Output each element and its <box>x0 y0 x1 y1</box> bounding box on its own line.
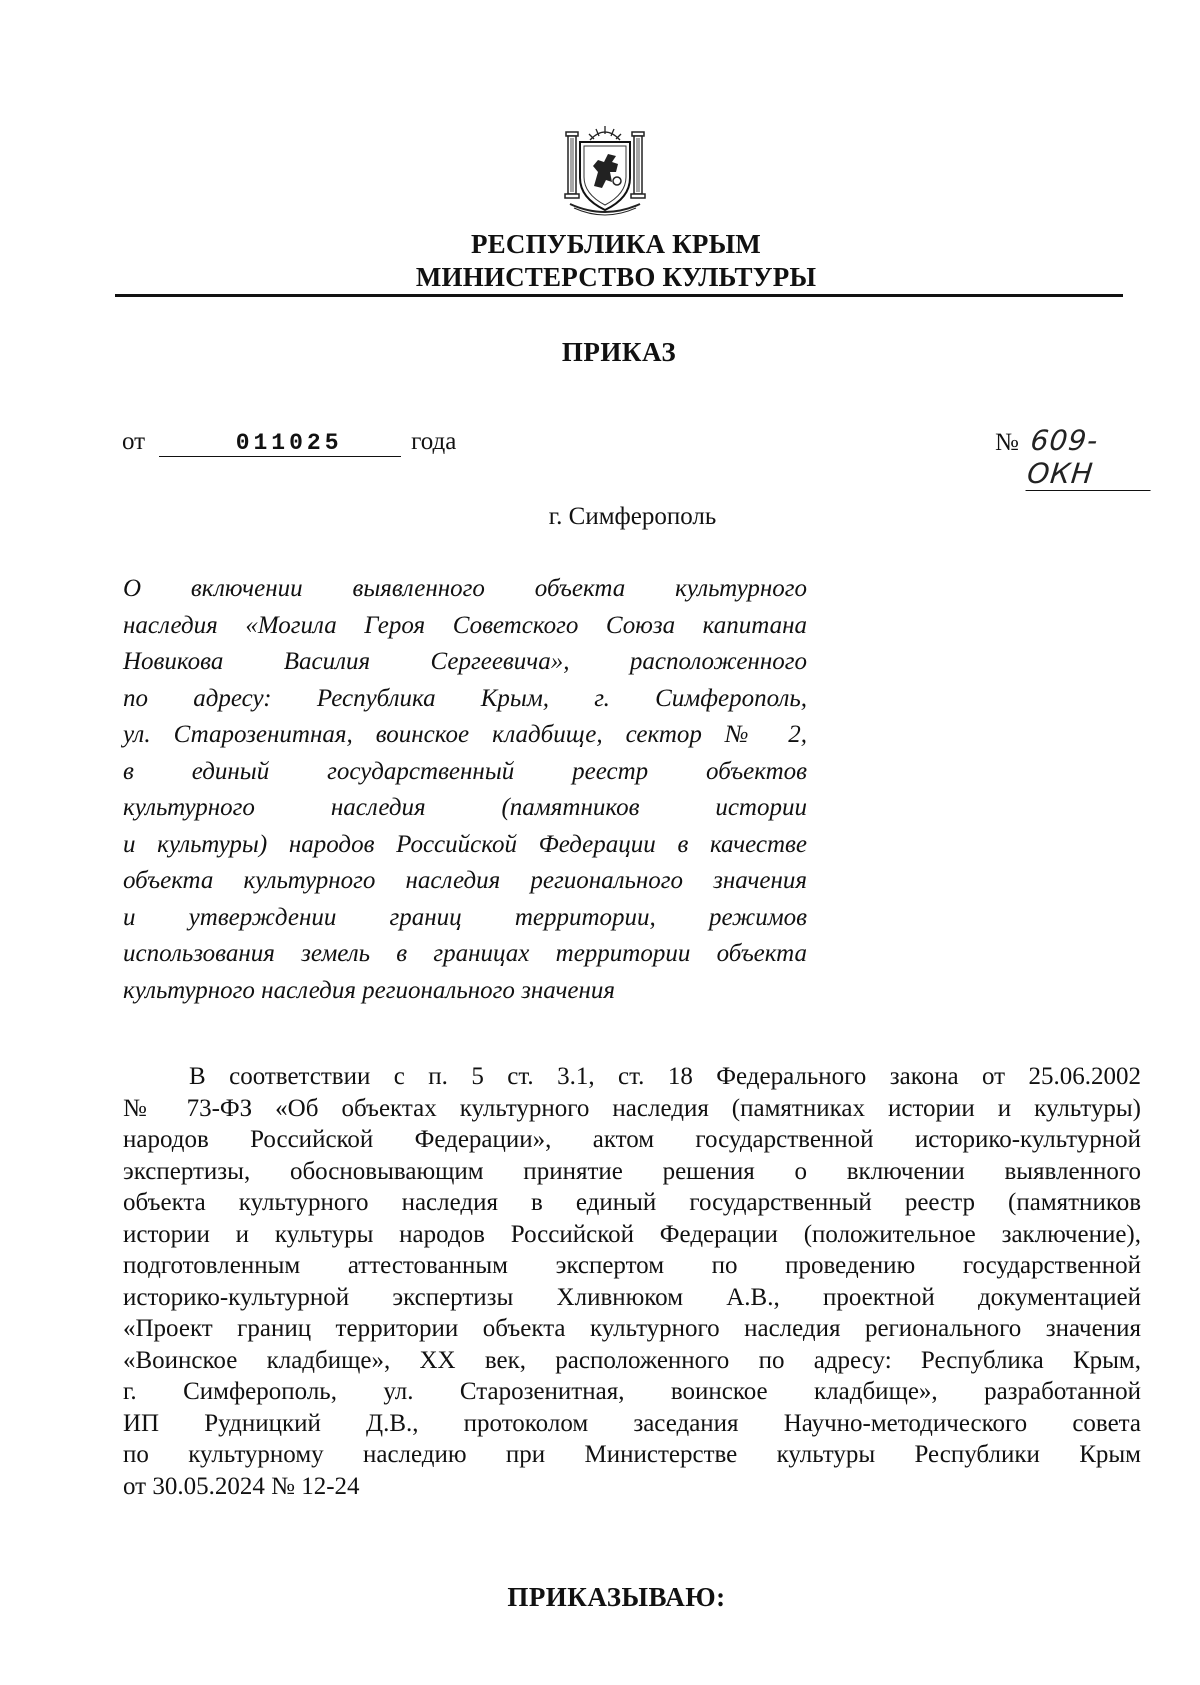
preamble-line: от 30.05.2024 № 12-24 <box>123 1472 360 1500</box>
preamble-line: историко-культурной экспертизы Хливнюком А.В., проектной документацией <box>123 1283 1141 1311</box>
order-subject <box>123 571 807 1009</box>
subject-line: Новикова Василия Сергеевича», расположенного <box>123 648 807 675</box>
subject-line: по адресу: Республика Крым, г. Симферополь, <box>123 684 807 712</box>
preamble-line: истории и культуры народов Российской Федерации (положительное заключение), <box>123 1220 1141 1248</box>
subject-line: культурного наследия регионального значения <box>123 976 615 1004</box>
order-number-value: 609-ОКН <box>1025 424 1157 491</box>
preamble-line: подготовленным аттестованным экспертом по проведению государственной <box>123 1252 1141 1279</box>
subject-line: объекта культурного наследия регионального значения <box>123 867 807 894</box>
subject-line: ул. Старозенитная, воинское кладбище, сектор № 2, <box>123 721 807 748</box>
decree-heading: ПРИКАЗЫВАЮ: <box>507 1582 726 1612</box>
preamble-line: по культурному наследию при Министерстве культуры Республики Крым <box>123 1441 1141 1468</box>
preamble-line: № 73-ФЗ «Об объектах культурного наследия (памятниках истории и культуры) <box>123 1094 1141 1122</box>
subject-line: культурного наследия (памятников истории <box>123 794 807 821</box>
order-date-row <box>122 428 456 457</box>
subject-line: наследия «Могила Героя Советского Союза капитана <box>123 611 807 639</box>
crimea-coat-of-arms-icon <box>560 120 650 218</box>
subject-line: и культуры) народов Российской Федерации в качестве <box>123 830 807 858</box>
order-city: г. Симферополь <box>548 503 717 530</box>
preamble-line: объекта культурного наследия в единый государственный реестр (памятников <box>123 1189 1141 1216</box>
preamble-line: народов Российской Федерации», актом государственной историко-культурной <box>123 1126 1141 1153</box>
subject-line: в единый государственный реестр объектов <box>123 757 807 785</box>
preamble-line: ИП Рудницкий Д.В., протоколом заседания Научно-методического совета <box>123 1409 1141 1437</box>
number-prefix: № <box>995 429 1019 456</box>
issuer-header <box>0 228 1200 294</box>
subject-line: и утверждении границ территории, режимов <box>123 903 807 931</box>
subject-line: использования земель в границах территории объекта <box>123 940 807 967</box>
preamble-line: «Проект границ территории объекта культурного наследия регионального значения <box>123 1315 1141 1342</box>
header-divider <box>115 294 1123 297</box>
preamble-line: г. Симферополь, ул. Старозенитная, воинское кладбище», разработанной <box>123 1378 1141 1405</box>
preamble-line: В соответствии с п. 5 ст. 3.1, ст. 18 Федерального закона от 25.06.2002 <box>189 1063 1141 1090</box>
republic-name: РЕСПУБЛИКА КРЫМ <box>470 229 761 259</box>
order-title: ПРИКАЗ <box>561 337 677 367</box>
preamble-line: экспертизы, обосновывающим принятие решения о включении выявленного <box>123 1157 1141 1185</box>
date-suffix: года <box>411 428 457 455</box>
ministry-name: МИНИСТЕРСТВО КУЛЬТУРЫ <box>415 262 817 292</box>
order-preamble <box>123 1061 1141 1502</box>
subject-line: О включении выявленного объекта культурного <box>123 575 807 602</box>
order-number-row <box>995 424 1154 491</box>
preamble-line: «Воинское кладбище», XX век, расположенного по адресу: Республика Крым, <box>123 1346 1141 1374</box>
order-date-value: 011025 <box>159 430 401 457</box>
date-prefix: от <box>122 428 146 455</box>
